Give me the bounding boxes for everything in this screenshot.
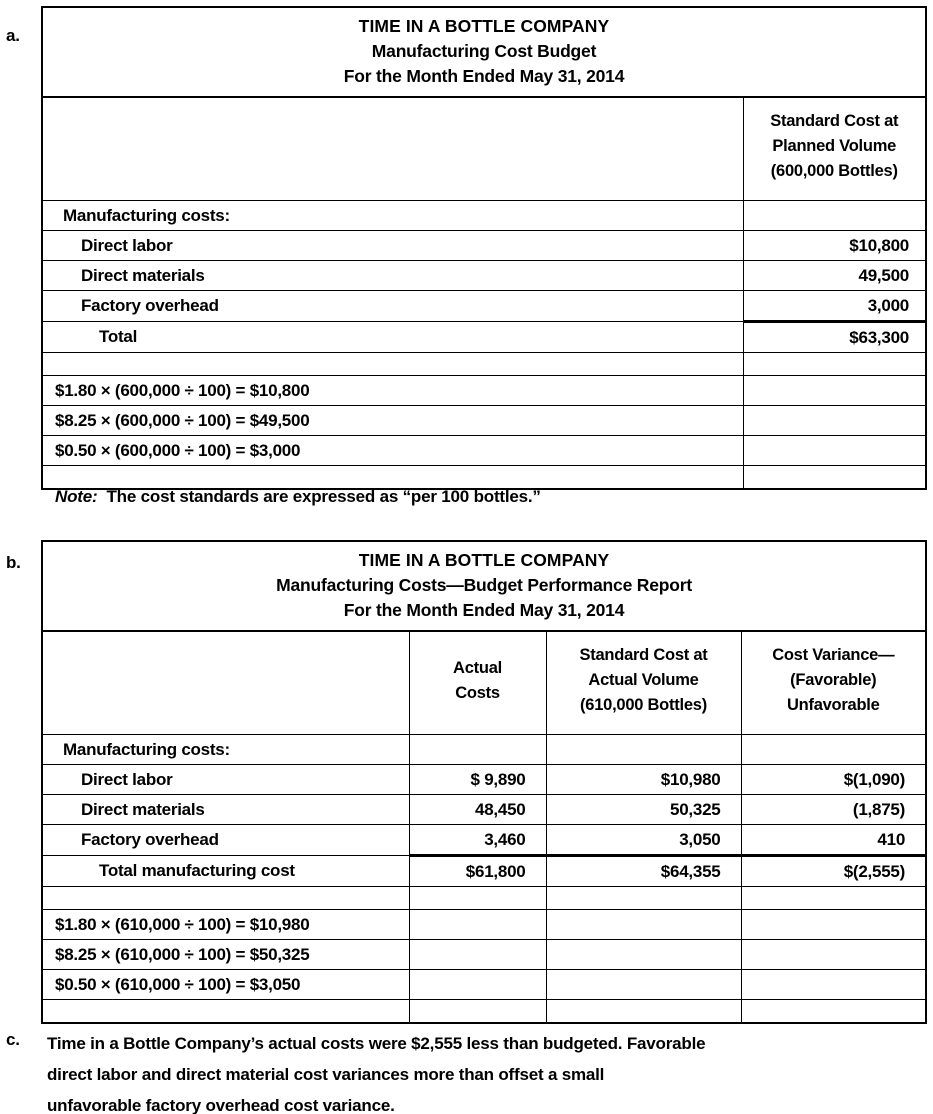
- table-a-total-label: Total: [42, 322, 743, 353]
- table-b-formula-standard-1: [546, 940, 741, 970]
- table-b-row-standard-0: $10,980: [546, 765, 741, 795]
- table-b-bottom-spacer-variance: [741, 1000, 926, 1024]
- table-b-total-actual: $61,800: [409, 856, 546, 887]
- budget-performance-report-table: [41, 540, 927, 1024]
- table-b-section-variance: [741, 735, 926, 765]
- table-a-row-value-0: $10,800: [743, 231, 926, 261]
- table-row: [42, 940, 926, 970]
- table-row: [42, 201, 926, 231]
- table-a-formula-2: $0.50 × (600,000 ÷ 100) = $3,000: [42, 436, 743, 466]
- table-b-formula-actual-0: [409, 910, 546, 940]
- table-b-formula-variance-0: [741, 910, 926, 940]
- table-a-formula-0: $1.80 × (600,000 ÷ 100) = $10,800: [42, 376, 743, 406]
- table-b-bottom-spacer-row: [42, 1000, 926, 1024]
- table-a-title-line-1: TIME IN A BOTTLE COMPANY: [358, 16, 610, 36]
- part-c-line-3: unfavorable factory overhead cost variance.: [47, 1096, 395, 1114]
- table-a-title-row: [42, 7, 926, 97]
- part-label-b: b.: [6, 553, 21, 572]
- table-b-row-variance-1: (1,875): [741, 795, 926, 825]
- table-b-spacer-label: [42, 887, 409, 910]
- table-b-section-label: Manufacturing costs:: [42, 735, 409, 765]
- table-b-actual-line-2: Actual: [453, 658, 502, 677]
- table-b-title-row: [42, 541, 926, 631]
- table-b-title-line-3: For the Month Ended May 31, 2014: [343, 600, 625, 620]
- table-row: [42, 765, 926, 795]
- table-b-title-block: [42, 541, 926, 631]
- table-a-total-value: $63,300: [743, 322, 926, 353]
- table-b-row-actual-1: 48,450: [409, 795, 546, 825]
- table-b-header-blank: [42, 631, 409, 735]
- table-row: [42, 231, 926, 261]
- table-b-row-actual-0: $ 9,890: [409, 765, 546, 795]
- table-b-header-cost-variance: [741, 631, 926, 735]
- table-row: [42, 291, 926, 322]
- table-b-variance-line-1: Cost Variance—: [772, 646, 895, 664]
- table-a-header-line-1: Standard Cost at: [770, 112, 899, 130]
- table-b-variance-line-2: (Favorable): [790, 671, 877, 689]
- table-b-formula-actual-1: [409, 940, 546, 970]
- table-a-row-label-2: Factory overhead: [42, 291, 743, 322]
- table-b-row-variance-0: $(1,090): [741, 765, 926, 795]
- part-c-line-2: direct labor and direct material cost variances more than offset a small: [47, 1065, 605, 1084]
- table-b-spacer-variance: [741, 887, 926, 910]
- table-b-header-actual-costs: [409, 631, 546, 735]
- table-b-section-standard: [546, 735, 741, 765]
- note-text: The cost standards are expressed as “per 100 bottles.”: [106, 487, 541, 506]
- table-a-header-blank: [42, 97, 743, 201]
- part-label-a: a.: [6, 26, 20, 45]
- cost-standard-note: [55, 487, 541, 507]
- table-b-formula-variance-2: [741, 970, 926, 1000]
- table-b-section-actual: [409, 735, 546, 765]
- table-a-spacer-label: [42, 353, 743, 376]
- table-b-standard-line-1: Standard Cost at: [579, 646, 708, 664]
- table-b-total-standard: $64,355: [546, 856, 741, 887]
- table-a-row-label-0: Direct labor: [42, 231, 743, 261]
- table-b-row-variance-2: 410: [741, 825, 926, 856]
- table-a-formula-value-0: [743, 376, 926, 406]
- table-b-header-standard-cost: [546, 631, 741, 735]
- table-row: [42, 910, 926, 940]
- table-b-spacer-actual: [409, 887, 546, 910]
- table-b-actual-line-3: Costs: [455, 683, 500, 702]
- manufacturing-cost-budget-table: [41, 6, 927, 490]
- table-b-bottom-spacer-standard: [546, 1000, 741, 1024]
- table-b-row-label-2: Factory overhead: [42, 825, 409, 856]
- table-b-formula-2: $0.50 × (610,000 ÷ 100) = $3,050: [42, 970, 409, 1000]
- part-c-line-1: Time in a Bottle Company’s actual costs were $2,555 less than budgeted. Favorable: [47, 1034, 706, 1053]
- table-b-spacer-row: [42, 887, 926, 910]
- part-c-answer: [47, 1028, 922, 1114]
- table-a-header-standard-cost: [743, 97, 926, 201]
- table-row: [42, 406, 926, 436]
- table-a-row-value-1: 49,500: [743, 261, 926, 291]
- table-a-spacer-row: [42, 353, 926, 376]
- table-row: [42, 735, 926, 765]
- table-b-formula-actual-2: [409, 970, 546, 1000]
- table-b-title-line-1: TIME IN A BOTTLE COMPANY: [358, 550, 610, 570]
- part-label-c: c.: [6, 1030, 20, 1049]
- table-b-row-standard-2: 3,050: [546, 825, 741, 856]
- table-a-total-row: [42, 322, 926, 353]
- table-a-bottom-spacer-row: [42, 466, 926, 490]
- table-a-column-header-row: [42, 97, 926, 201]
- table-b-total-row: [42, 856, 926, 887]
- table-b-formula-0: $1.80 × (610,000 ÷ 100) = $10,980: [42, 910, 409, 940]
- table-row: [42, 825, 926, 856]
- table-b-total-variance: $(2,555): [741, 856, 926, 887]
- table-b-spacer-standard: [546, 887, 741, 910]
- table-a-row-value-2: 3,000: [743, 291, 926, 322]
- table-row: [42, 436, 926, 466]
- table-a-header-line-2: Planned Volume: [772, 137, 897, 155]
- table-row: [42, 376, 926, 406]
- table-a-bottom-spacer-label: [42, 466, 743, 490]
- table-b-formula-1: $8.25 × (610,000 ÷ 100) = $50,325: [42, 940, 409, 970]
- table-b-row-actual-2: 3,460: [409, 825, 546, 856]
- table-b-formula-standard-2: [546, 970, 741, 1000]
- table-a-section-value: [743, 201, 926, 231]
- table-b-bottom-spacer-actual: [409, 1000, 546, 1024]
- table-b-formula-variance-1: [741, 940, 926, 970]
- table-b-total-label: Total manufacturing cost: [42, 856, 409, 887]
- table-b-formula-standard-0: [546, 910, 741, 940]
- table-row: [42, 261, 926, 291]
- table-a-header-line-3: (600,000 Bottles): [770, 162, 898, 180]
- table-a-title-line-3: For the Month Ended May 31, 2014: [343, 66, 625, 86]
- table-b-row-label-1: Direct materials: [42, 795, 409, 825]
- table-row: [42, 795, 926, 825]
- table-b-title-line-2: Manufacturing Costs—Budget Performance Report: [276, 575, 692, 595]
- table-a-formula-value-1: [743, 406, 926, 436]
- table-b-standard-line-3: (610,000 Bottles): [580, 696, 707, 714]
- table-a-formula-value-2: [743, 436, 926, 466]
- table-a-formula-1: $8.25 × (600,000 ÷ 100) = $49,500: [42, 406, 743, 436]
- table-b-column-header-row: [42, 631, 926, 735]
- table-b-row-standard-1: 50,325: [546, 795, 741, 825]
- note-keyword: Note:: [55, 487, 98, 506]
- table-b-variance-line-3: Unfavorable: [786, 696, 880, 714]
- table-b-standard-line-2: Actual Volume: [588, 671, 699, 689]
- table-a-section-label: Manufacturing costs:: [42, 201, 743, 231]
- table-a-title-line-2: Manufacturing Cost Budget: [371, 41, 597, 61]
- table-a-spacer-value: [743, 353, 926, 376]
- table-a-title-block: [42, 7, 926, 97]
- table-a-row-label-1: Direct materials: [42, 261, 743, 291]
- table-a-bottom-spacer-value: [743, 466, 926, 490]
- table-b-bottom-spacer-label: [42, 1000, 409, 1024]
- table-row: [42, 970, 926, 1000]
- table-b-row-label-0: Direct labor: [42, 765, 409, 795]
